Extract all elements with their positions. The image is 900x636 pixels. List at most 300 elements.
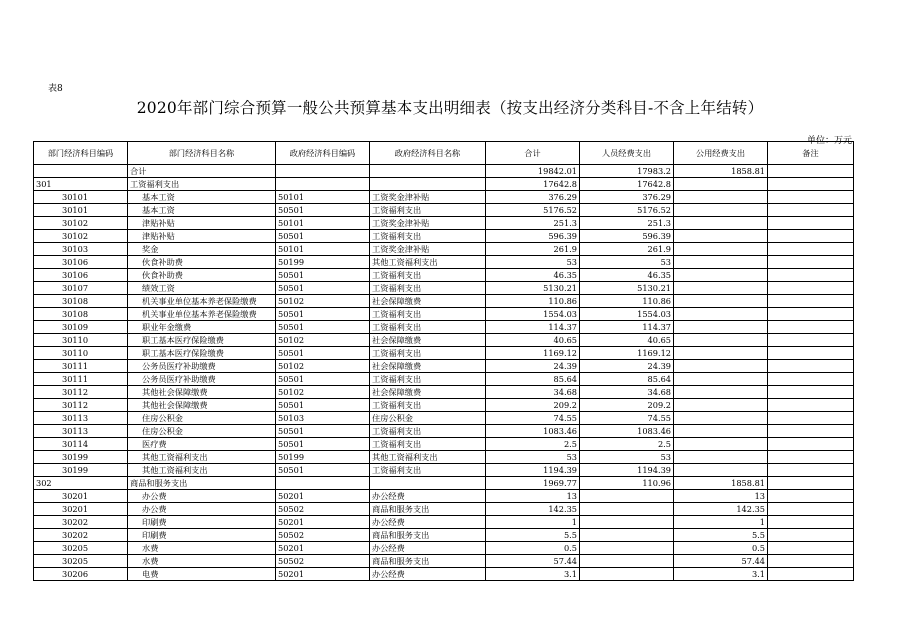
gov-code-cell: 50102	[276, 360, 370, 373]
gov-name-cell: 工资奖金津补贴	[370, 217, 486, 230]
personnel-cell: 53	[580, 451, 674, 464]
public-cell	[674, 360, 768, 373]
total-cell: 19842.01	[486, 165, 580, 178]
personnel-cell: 261.9	[580, 243, 674, 256]
econ-code-cell: 30114	[34, 438, 128, 451]
remark-cell	[768, 555, 854, 568]
public-cell: 1	[674, 516, 768, 529]
gov-name-cell: 其他工资福利支出	[370, 451, 486, 464]
personnel-cell	[580, 568, 674, 581]
table-row	[34, 204, 854, 217]
econ-name-cell: 基本工资	[128, 191, 276, 204]
remark-cell	[768, 165, 854, 178]
public-cell	[674, 308, 768, 321]
personnel-cell: 1083.46	[580, 425, 674, 438]
gov-code-cell: 50501	[276, 282, 370, 295]
econ-name-cell: 职工基本医疗保险缴费	[128, 334, 276, 347]
personnel-cell: 1554.03	[580, 308, 674, 321]
public-cell: 1858.81	[674, 165, 768, 178]
table-row	[34, 425, 854, 438]
gov-name-cell: 工资福利支出	[370, 230, 486, 243]
remark-cell	[768, 386, 854, 399]
public-cell	[674, 373, 768, 386]
table-row	[34, 256, 854, 269]
econ-name-cell: 伙食补助费	[128, 269, 276, 282]
econ-name-cell: 绩效工资	[128, 282, 276, 295]
unit-label: 单位：万元	[806, 136, 852, 146]
personnel-cell: 74.55	[580, 412, 674, 425]
gov-name-cell: 社会保障缴费	[370, 295, 486, 308]
total-cell: 34.68	[486, 386, 580, 399]
total-cell: 1083.46	[486, 425, 580, 438]
gov-name-cell: 社会保障缴费	[370, 360, 486, 373]
econ-code-cell: 30202	[34, 529, 128, 542]
total-cell: 376.29	[486, 191, 580, 204]
header-cell: 部门经济科目编码	[34, 142, 128, 165]
header-cell: 人员经费支出	[580, 142, 674, 165]
econ-name-cell: 职工基本医疗保险缴费	[128, 347, 276, 360]
gov-code-cell: 50201	[276, 542, 370, 555]
table-row-group	[34, 178, 854, 191]
personnel-cell: 209.2	[580, 399, 674, 412]
table-row	[34, 230, 854, 243]
header-cell: 部门经济科目名称	[128, 142, 276, 165]
remark-cell	[768, 347, 854, 360]
header-cell: 公用经费支出	[674, 142, 768, 165]
econ-code-cell: 30106	[34, 269, 128, 282]
remark-cell	[768, 269, 854, 282]
gov-name-cell: 工资福利支出	[370, 373, 486, 386]
econ-name-cell: 津贴补贴	[128, 217, 276, 230]
econ-code-cell: 30102	[34, 230, 128, 243]
header-cell: 政府经济科目名称	[370, 142, 486, 165]
remark-cell	[768, 438, 854, 451]
remark-cell	[768, 243, 854, 256]
public-cell	[674, 321, 768, 334]
gov-name-cell: 其他工资福利支出	[370, 256, 486, 269]
gov-code-cell: 50501	[276, 269, 370, 282]
public-cell	[674, 386, 768, 399]
remark-cell	[768, 191, 854, 204]
econ-name-cell: 奖金	[128, 243, 276, 256]
remark-cell	[768, 568, 854, 581]
econ-code-cell: 30101	[34, 204, 128, 217]
table-row-group	[34, 477, 854, 490]
econ-name-cell: 公务员医疗补助缴费	[128, 360, 276, 373]
public-cell	[674, 256, 768, 269]
econ-code-cell: 30201	[34, 503, 128, 516]
table-row	[34, 399, 854, 412]
gov-code-cell: 50199	[276, 256, 370, 269]
econ-code-cell: 30101	[34, 191, 128, 204]
gov-code-cell: 50201	[276, 568, 370, 581]
table-row-group	[34, 165, 854, 178]
total-cell: 142.35	[486, 503, 580, 516]
econ-name-cell: 办公费	[128, 490, 276, 503]
remark-cell	[768, 412, 854, 425]
remark-cell	[768, 204, 854, 217]
public-cell	[674, 204, 768, 217]
table-row	[34, 217, 854, 230]
econ-code-cell: 30205	[34, 555, 128, 568]
econ-code-cell: 30110	[34, 347, 128, 360]
personnel-cell: 114.37	[580, 321, 674, 334]
total-cell: 251.3	[486, 217, 580, 230]
public-cell	[674, 282, 768, 295]
personnel-cell	[580, 503, 674, 516]
page-title: 2020年部门综合预算一般公共预算基本支出明细表（按支出经济分类科目-不含上年结转）	[136, 99, 764, 117]
personnel-cell: 596.39	[580, 230, 674, 243]
econ-name-cell: 津贴补贴	[128, 230, 276, 243]
public-cell	[674, 399, 768, 412]
table-row	[34, 295, 854, 308]
remark-cell	[768, 529, 854, 542]
gov-name-cell: 工资福利支出	[370, 321, 486, 334]
total-cell: 13	[486, 490, 580, 503]
table-row	[34, 321, 854, 334]
gov-name-cell: 工资福利支出	[370, 204, 486, 217]
table-row	[34, 269, 854, 282]
remark-cell	[768, 334, 854, 347]
remark-cell	[768, 425, 854, 438]
personnel-cell: 24.39	[580, 360, 674, 373]
econ-code-cell: 30199	[34, 451, 128, 464]
econ-name-cell: 住房公积金	[128, 425, 276, 438]
public-cell	[674, 438, 768, 451]
econ-code-cell: 30108	[34, 295, 128, 308]
total-cell: 261.9	[486, 243, 580, 256]
personnel-cell: 376.29	[580, 191, 674, 204]
total-cell: 5.5	[486, 529, 580, 542]
gov-code-cell: 50501	[276, 204, 370, 217]
gov-name-cell: 办公经费	[370, 516, 486, 529]
personnel-cell: 17983.2	[580, 165, 674, 178]
econ-name-cell: 机关事业单位基本养老保险缴费	[128, 295, 276, 308]
personnel-cell: 17642.8	[580, 178, 674, 191]
header-cell: 合计	[486, 142, 580, 165]
remark-cell	[768, 451, 854, 464]
gov-code-cell: 50101	[276, 191, 370, 204]
econ-code-cell: 30109	[34, 321, 128, 334]
econ-code-cell: 30110	[34, 334, 128, 347]
econ-name-cell: 商品和服务支出	[128, 477, 276, 490]
gov-code-cell: 50501	[276, 373, 370, 386]
econ-name-cell: 伙食补助费	[128, 256, 276, 269]
econ-name-cell: 工资福利支出	[128, 178, 276, 191]
econ-name-cell: 印刷费	[128, 516, 276, 529]
gov-code-cell	[276, 165, 370, 178]
gov-code-cell: 50501	[276, 438, 370, 451]
total-cell: 110.86	[486, 295, 580, 308]
remark-cell	[768, 308, 854, 321]
gov-code-cell: 50101	[276, 217, 370, 230]
remark-cell	[768, 256, 854, 269]
table-row	[34, 568, 854, 581]
total-cell: 1	[486, 516, 580, 529]
econ-name-cell: 水费	[128, 542, 276, 555]
gov-code-cell: 50501	[276, 308, 370, 321]
econ-name-cell: 住房公积金	[128, 412, 276, 425]
gov-name-cell: 社会保障缴费	[370, 334, 486, 347]
econ-code-cell: 30102	[34, 217, 128, 230]
public-cell	[674, 191, 768, 204]
econ-code-cell: 30206	[34, 568, 128, 581]
public-cell: 13	[674, 490, 768, 503]
gov-code-cell: 50102	[276, 334, 370, 347]
table-row	[34, 542, 854, 555]
table-row	[34, 555, 854, 568]
public-cell: 142.35	[674, 503, 768, 516]
gov-code-cell	[276, 178, 370, 191]
total-cell: 114.37	[486, 321, 580, 334]
gov-code-cell: 50501	[276, 347, 370, 360]
gov-code-cell: 50501	[276, 321, 370, 334]
table-row	[34, 373, 854, 386]
table-row	[34, 347, 854, 360]
econ-name-cell: 医疗费	[128, 438, 276, 451]
remark-cell	[768, 373, 854, 386]
table-row	[34, 490, 854, 503]
table-label: 表8	[48, 84, 63, 94]
personnel-cell: 34.68	[580, 386, 674, 399]
header-cell: 备注	[768, 142, 854, 165]
gov-code-cell: 50501	[276, 399, 370, 412]
total-cell: 1194.39	[486, 464, 580, 477]
personnel-cell: 2.5	[580, 438, 674, 451]
table-row	[34, 451, 854, 464]
total-cell: 40.65	[486, 334, 580, 347]
table-body	[34, 165, 854, 581]
econ-name-cell: 公务员医疗补助缴费	[128, 373, 276, 386]
econ-code-cell: 30107	[34, 282, 128, 295]
remark-cell	[768, 464, 854, 477]
gov-code-cell: 50102	[276, 386, 370, 399]
econ-name-cell: 基本工资	[128, 204, 276, 217]
public-cell: 3.1	[674, 568, 768, 581]
table-row	[34, 412, 854, 425]
table-row	[34, 529, 854, 542]
econ-code-cell: 30201	[34, 490, 128, 503]
total-cell: 3.1	[486, 568, 580, 581]
gov-code-cell: 50101	[276, 243, 370, 256]
personnel-cell: 1169.12	[580, 347, 674, 360]
econ-name-cell: 职业年金缴费	[128, 321, 276, 334]
personnel-cell: 110.96	[580, 477, 674, 490]
econ-name-cell: 印刷费	[128, 529, 276, 542]
total-cell: 5130.21	[486, 282, 580, 295]
table-row	[34, 386, 854, 399]
personnel-cell: 5176.52	[580, 204, 674, 217]
econ-name-cell: 电费	[128, 568, 276, 581]
gov-name-cell: 工资福利支出	[370, 308, 486, 321]
personnel-cell: 251.3	[580, 217, 674, 230]
gov-code-cell: 50502	[276, 529, 370, 542]
gov-name-cell: 办公经费	[370, 490, 486, 503]
public-cell	[674, 425, 768, 438]
total-cell: 0.5	[486, 542, 580, 555]
table-row	[34, 282, 854, 295]
gov-name-cell: 工资福利支出	[370, 425, 486, 438]
gov-code-cell: 50502	[276, 503, 370, 516]
table-row	[34, 464, 854, 477]
gov-name-cell: 办公经费	[370, 542, 486, 555]
total-cell: 209.2	[486, 399, 580, 412]
econ-code-cell: 302	[34, 477, 128, 490]
public-cell	[674, 412, 768, 425]
table-row	[34, 191, 854, 204]
personnel-cell	[580, 555, 674, 568]
personnel-cell	[580, 529, 674, 542]
gov-code-cell: 50102	[276, 295, 370, 308]
econ-code-cell: 30103	[34, 243, 128, 256]
total-cell: 85.64	[486, 373, 580, 386]
remark-cell	[768, 399, 854, 412]
public-cell	[674, 464, 768, 477]
gov-name-cell	[370, 165, 486, 178]
remark-cell	[768, 477, 854, 490]
remark-cell	[768, 178, 854, 191]
gov-code-cell: 50501	[276, 230, 370, 243]
personnel-cell: 110.86	[580, 295, 674, 308]
gov-code-cell: 50501	[276, 425, 370, 438]
personnel-cell	[580, 490, 674, 503]
total-cell: 53	[486, 451, 580, 464]
econ-name-cell: 机关事业单位基本养老保险缴费	[128, 308, 276, 321]
public-cell	[674, 451, 768, 464]
personnel-cell: 40.65	[580, 334, 674, 347]
gov-code-cell: 50199	[276, 451, 370, 464]
public-cell	[674, 295, 768, 308]
total-cell: 57.44	[486, 555, 580, 568]
public-cell: 1858.81	[674, 477, 768, 490]
remark-cell	[768, 490, 854, 503]
remark-cell	[768, 321, 854, 334]
remark-cell	[768, 542, 854, 555]
remark-cell	[768, 360, 854, 373]
public-cell	[674, 334, 768, 347]
public-cell	[674, 230, 768, 243]
econ-code-cell: 30113	[34, 412, 128, 425]
gov-code-cell	[276, 477, 370, 490]
total-cell: 1969.77	[486, 477, 580, 490]
econ-name-cell: 其他工资福利支出	[128, 464, 276, 477]
gov-name-cell	[370, 477, 486, 490]
total-cell: 596.39	[486, 230, 580, 243]
gov-name-cell: 商品和服务支出	[370, 555, 486, 568]
remark-cell	[768, 217, 854, 230]
gov-name-cell: 工资福利支出	[370, 269, 486, 282]
table-row	[34, 334, 854, 347]
total-cell: 46.35	[486, 269, 580, 282]
gov-name-cell: 工资福利支出	[370, 399, 486, 412]
econ-name-cell: 其他社会保障缴费	[128, 386, 276, 399]
personnel-cell	[580, 516, 674, 529]
gov-name-cell: 住房公积金	[370, 412, 486, 425]
gov-name-cell: 办公经费	[370, 568, 486, 581]
table-row	[34, 308, 854, 321]
econ-name-cell: 水费	[128, 555, 276, 568]
econ-name-cell: 其他工资福利支出	[128, 451, 276, 464]
total-cell: 1169.12	[486, 347, 580, 360]
total-cell: 74.55	[486, 412, 580, 425]
public-cell: 57.44	[674, 555, 768, 568]
personnel-cell: 1194.39	[580, 464, 674, 477]
gov-name-cell	[370, 178, 486, 191]
header-cell: 政府经济科目编码	[276, 142, 370, 165]
econ-code-cell: 30106	[34, 256, 128, 269]
gov-name-cell: 工资奖金津补贴	[370, 243, 486, 256]
remark-cell	[768, 516, 854, 529]
econ-code-cell: 30202	[34, 516, 128, 529]
table-row	[34, 503, 854, 516]
econ-code-cell: 30112	[34, 399, 128, 412]
econ-name-cell: 其他社会保障缴费	[128, 399, 276, 412]
table-row	[34, 516, 854, 529]
personnel-cell: 5130.21	[580, 282, 674, 295]
public-cell	[674, 217, 768, 230]
gov-name-cell: 商品和服务支出	[370, 529, 486, 542]
remark-cell	[768, 282, 854, 295]
remark-cell	[768, 230, 854, 243]
public-cell: 0.5	[674, 542, 768, 555]
econ-code-cell: 30205	[34, 542, 128, 555]
gov-name-cell: 工资奖金津补贴	[370, 191, 486, 204]
econ-name-cell: 合计	[128, 165, 276, 178]
gov-code-cell: 50201	[276, 490, 370, 503]
gov-name-cell: 社会保障缴费	[370, 386, 486, 399]
econ-code-cell	[34, 165, 128, 178]
budget-table	[33, 141, 854, 581]
econ-code-cell: 30108	[34, 308, 128, 321]
econ-code-cell: 30111	[34, 360, 128, 373]
total-cell: 24.39	[486, 360, 580, 373]
public-cell: 5.5	[674, 529, 768, 542]
personnel-cell: 46.35	[580, 269, 674, 282]
public-cell	[674, 269, 768, 282]
public-cell	[674, 178, 768, 191]
total-cell: 5176.52	[486, 204, 580, 217]
econ-code-cell: 30111	[34, 373, 128, 386]
gov-code-cell: 50103	[276, 412, 370, 425]
gov-name-cell: 工资福利支出	[370, 347, 486, 360]
header-row	[34, 142, 854, 165]
gov-code-cell: 50201	[276, 516, 370, 529]
public-cell	[674, 347, 768, 360]
total-cell: 17642.8	[486, 178, 580, 191]
econ-name-cell: 办公费	[128, 503, 276, 516]
table-row	[34, 438, 854, 451]
total-cell: 53	[486, 256, 580, 269]
personnel-cell	[580, 542, 674, 555]
remark-cell	[768, 503, 854, 516]
remark-cell	[768, 295, 854, 308]
econ-code-cell: 301	[34, 178, 128, 191]
econ-code-cell: 30112	[34, 386, 128, 399]
total-cell: 1554.03	[486, 308, 580, 321]
personnel-cell: 53	[580, 256, 674, 269]
gov-name-cell: 工资福利支出	[370, 438, 486, 451]
table-row	[34, 360, 854, 373]
gov-name-cell: 商品和服务支出	[370, 503, 486, 516]
gov-name-cell: 工资福利支出	[370, 282, 486, 295]
econ-code-cell: 30199	[34, 464, 128, 477]
gov-name-cell: 工资福利支出	[370, 464, 486, 477]
total-cell: 2.5	[486, 438, 580, 451]
table-row	[34, 243, 854, 256]
personnel-cell: 85.64	[580, 373, 674, 386]
gov-code-cell: 50502	[276, 555, 370, 568]
econ-code-cell: 30113	[34, 425, 128, 438]
